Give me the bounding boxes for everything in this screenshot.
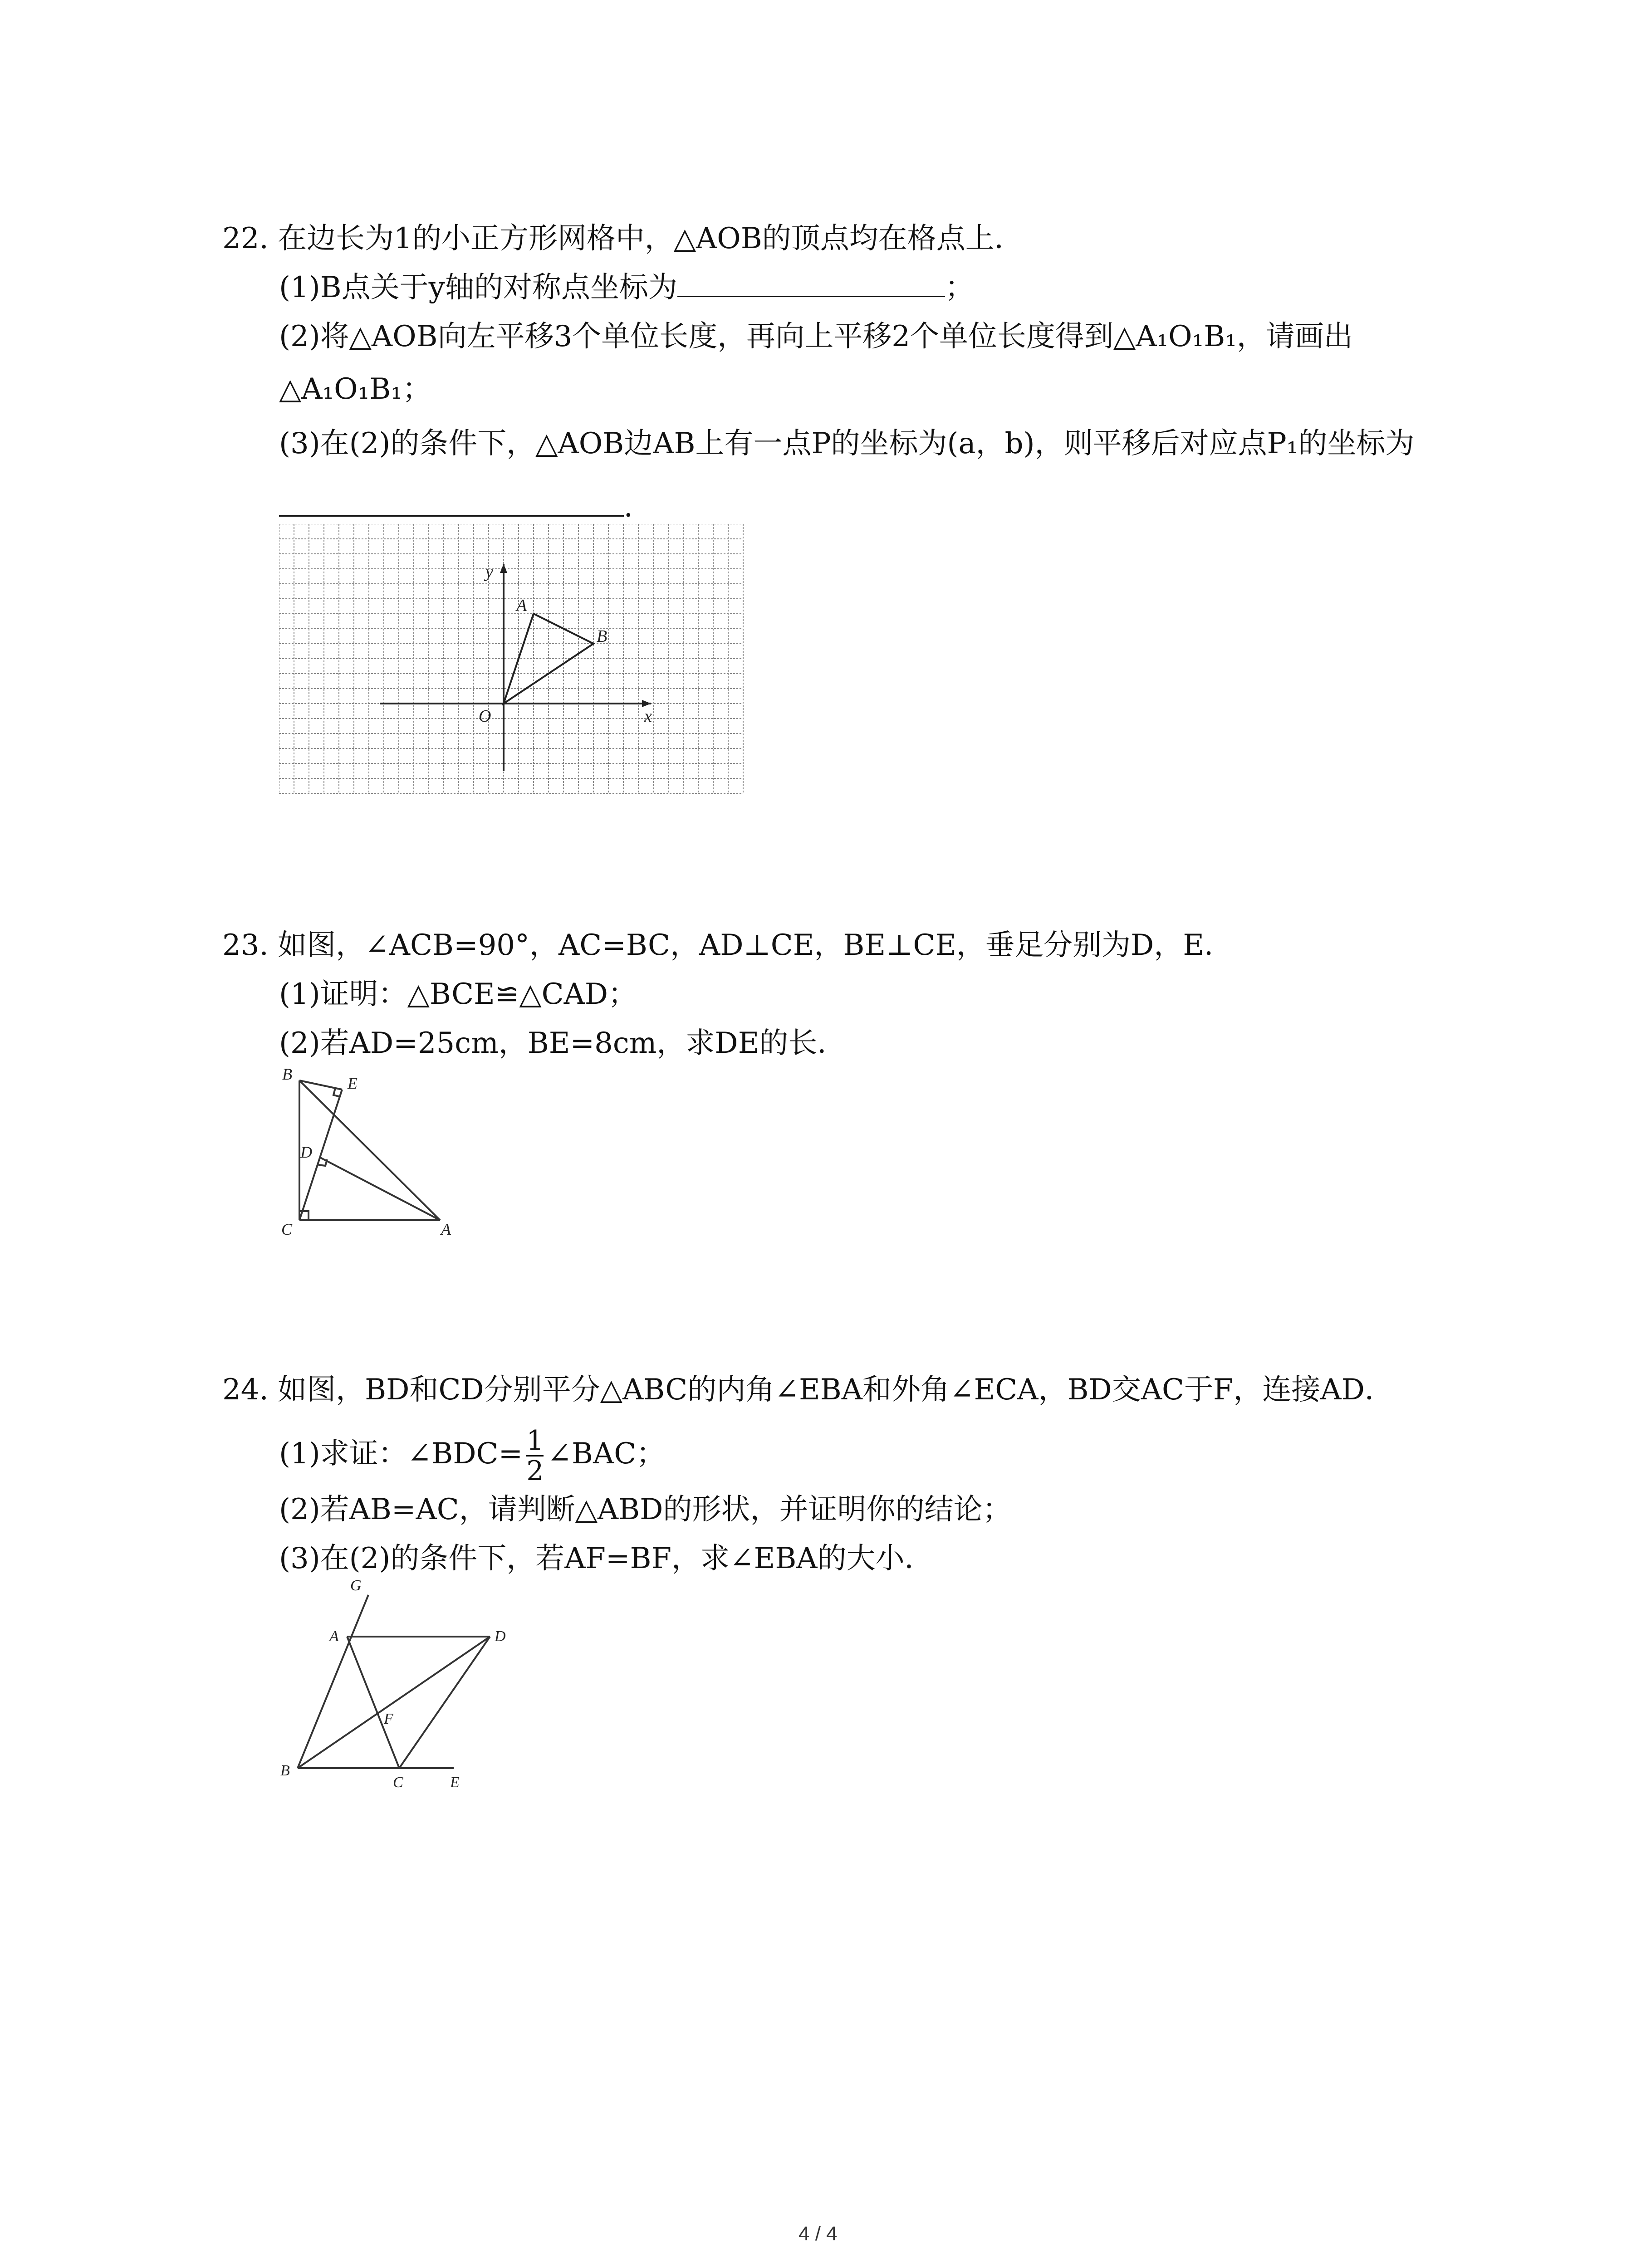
q22-stem: 22. 在边长为1的小正方形网格中，△AOB的顶点均在格点上．: [222, 222, 1024, 255]
q24-part2: (2)若AB=AC，请判断△ABD的形状，并证明你的结论；: [279, 1493, 1012, 1526]
q23-part1: (1)证明：△BCE≌△CAD；: [279, 978, 637, 1011]
label-b: B: [280, 1762, 290, 1779]
q24-part3: (3)在(2)的条件下，若AF=BF，求∠EBA的大小．: [279, 1542, 934, 1575]
x-axis-arrow: [642, 700, 651, 707]
q22-part3-end: ．: [624, 490, 653, 524]
label-c: C: [281, 1220, 293, 1238]
fraction-numerator: 1: [526, 1425, 544, 1457]
q22-grid-figure: [279, 524, 755, 796]
grid-lines: [279, 524, 743, 793]
label-x: x: [644, 707, 652, 726]
label-b: B: [597, 627, 607, 646]
label-y: y: [485, 562, 493, 582]
page-number: 4 / 4: [798, 2223, 838, 2245]
q23-stem: 23. 如图，∠ACB=90°，AC=BC，AD⊥CE，BE⊥CE，垂足分别为D，E．: [222, 929, 1234, 962]
label-d: D: [495, 1628, 506, 1645]
label-b: B: [282, 1065, 292, 1083]
label-f: F: [384, 1711, 393, 1727]
q22-part1: [279, 270, 974, 305]
label-a: A: [441, 1220, 451, 1238]
label-a: A: [516, 596, 527, 615]
q22-part1-answer-blank[interactable]: [677, 272, 945, 297]
q24-part1-text: (1)求证：∠BDC=: [279, 1437, 523, 1471]
q22-part3-answer-blank[interactable]: [279, 492, 624, 517]
label-a: A: [329, 1628, 339, 1645]
label-c: C: [393, 1774, 403, 1791]
q24-part1: [279, 1420, 665, 1488]
q22-part1-end: ；: [945, 271, 974, 304]
label-e: E: [450, 1774, 460, 1791]
q22-part2-cont: △A₁O₁B₁；: [279, 372, 431, 406]
q23-figure: [272, 1057, 463, 1247]
fraction-one-half: [526, 1426, 544, 1486]
q22-part3-answer: [279, 490, 653, 524]
label-e: E: [348, 1074, 358, 1092]
q24-stem: 24. 如图，BD和CD分别平分△ABC的内角∠EBA和外角∠ECA，BD交AC于F，连接AD．: [222, 1373, 1394, 1407]
q24-part1-end: ∠BAC；: [547, 1437, 666, 1471]
label-d: D: [300, 1143, 312, 1161]
fraction-denominator: 2: [526, 1455, 544, 1487]
q23-part2: (2)若AD=25cm，BE=8cm，求DE的长．: [279, 1026, 847, 1060]
q22-part2: (2)将△AOB向左平移3个单位长度，再向上平移2个单位长度得到△A₁O₁B₁，请画出: [279, 320, 1353, 353]
label-o: O: [479, 707, 491, 726]
q24-figure: [272, 1574, 526, 1801]
q22-part1-text: (1)B点关于y轴的对称点坐标为: [279, 271, 677, 304]
label-g: G: [350, 1577, 362, 1594]
q22-part3: (3)在(2)的条件下，△AOB边AB上有一点P的坐标为(a，b)，则平移后对应点P₁的坐标为: [279, 427, 1415, 460]
